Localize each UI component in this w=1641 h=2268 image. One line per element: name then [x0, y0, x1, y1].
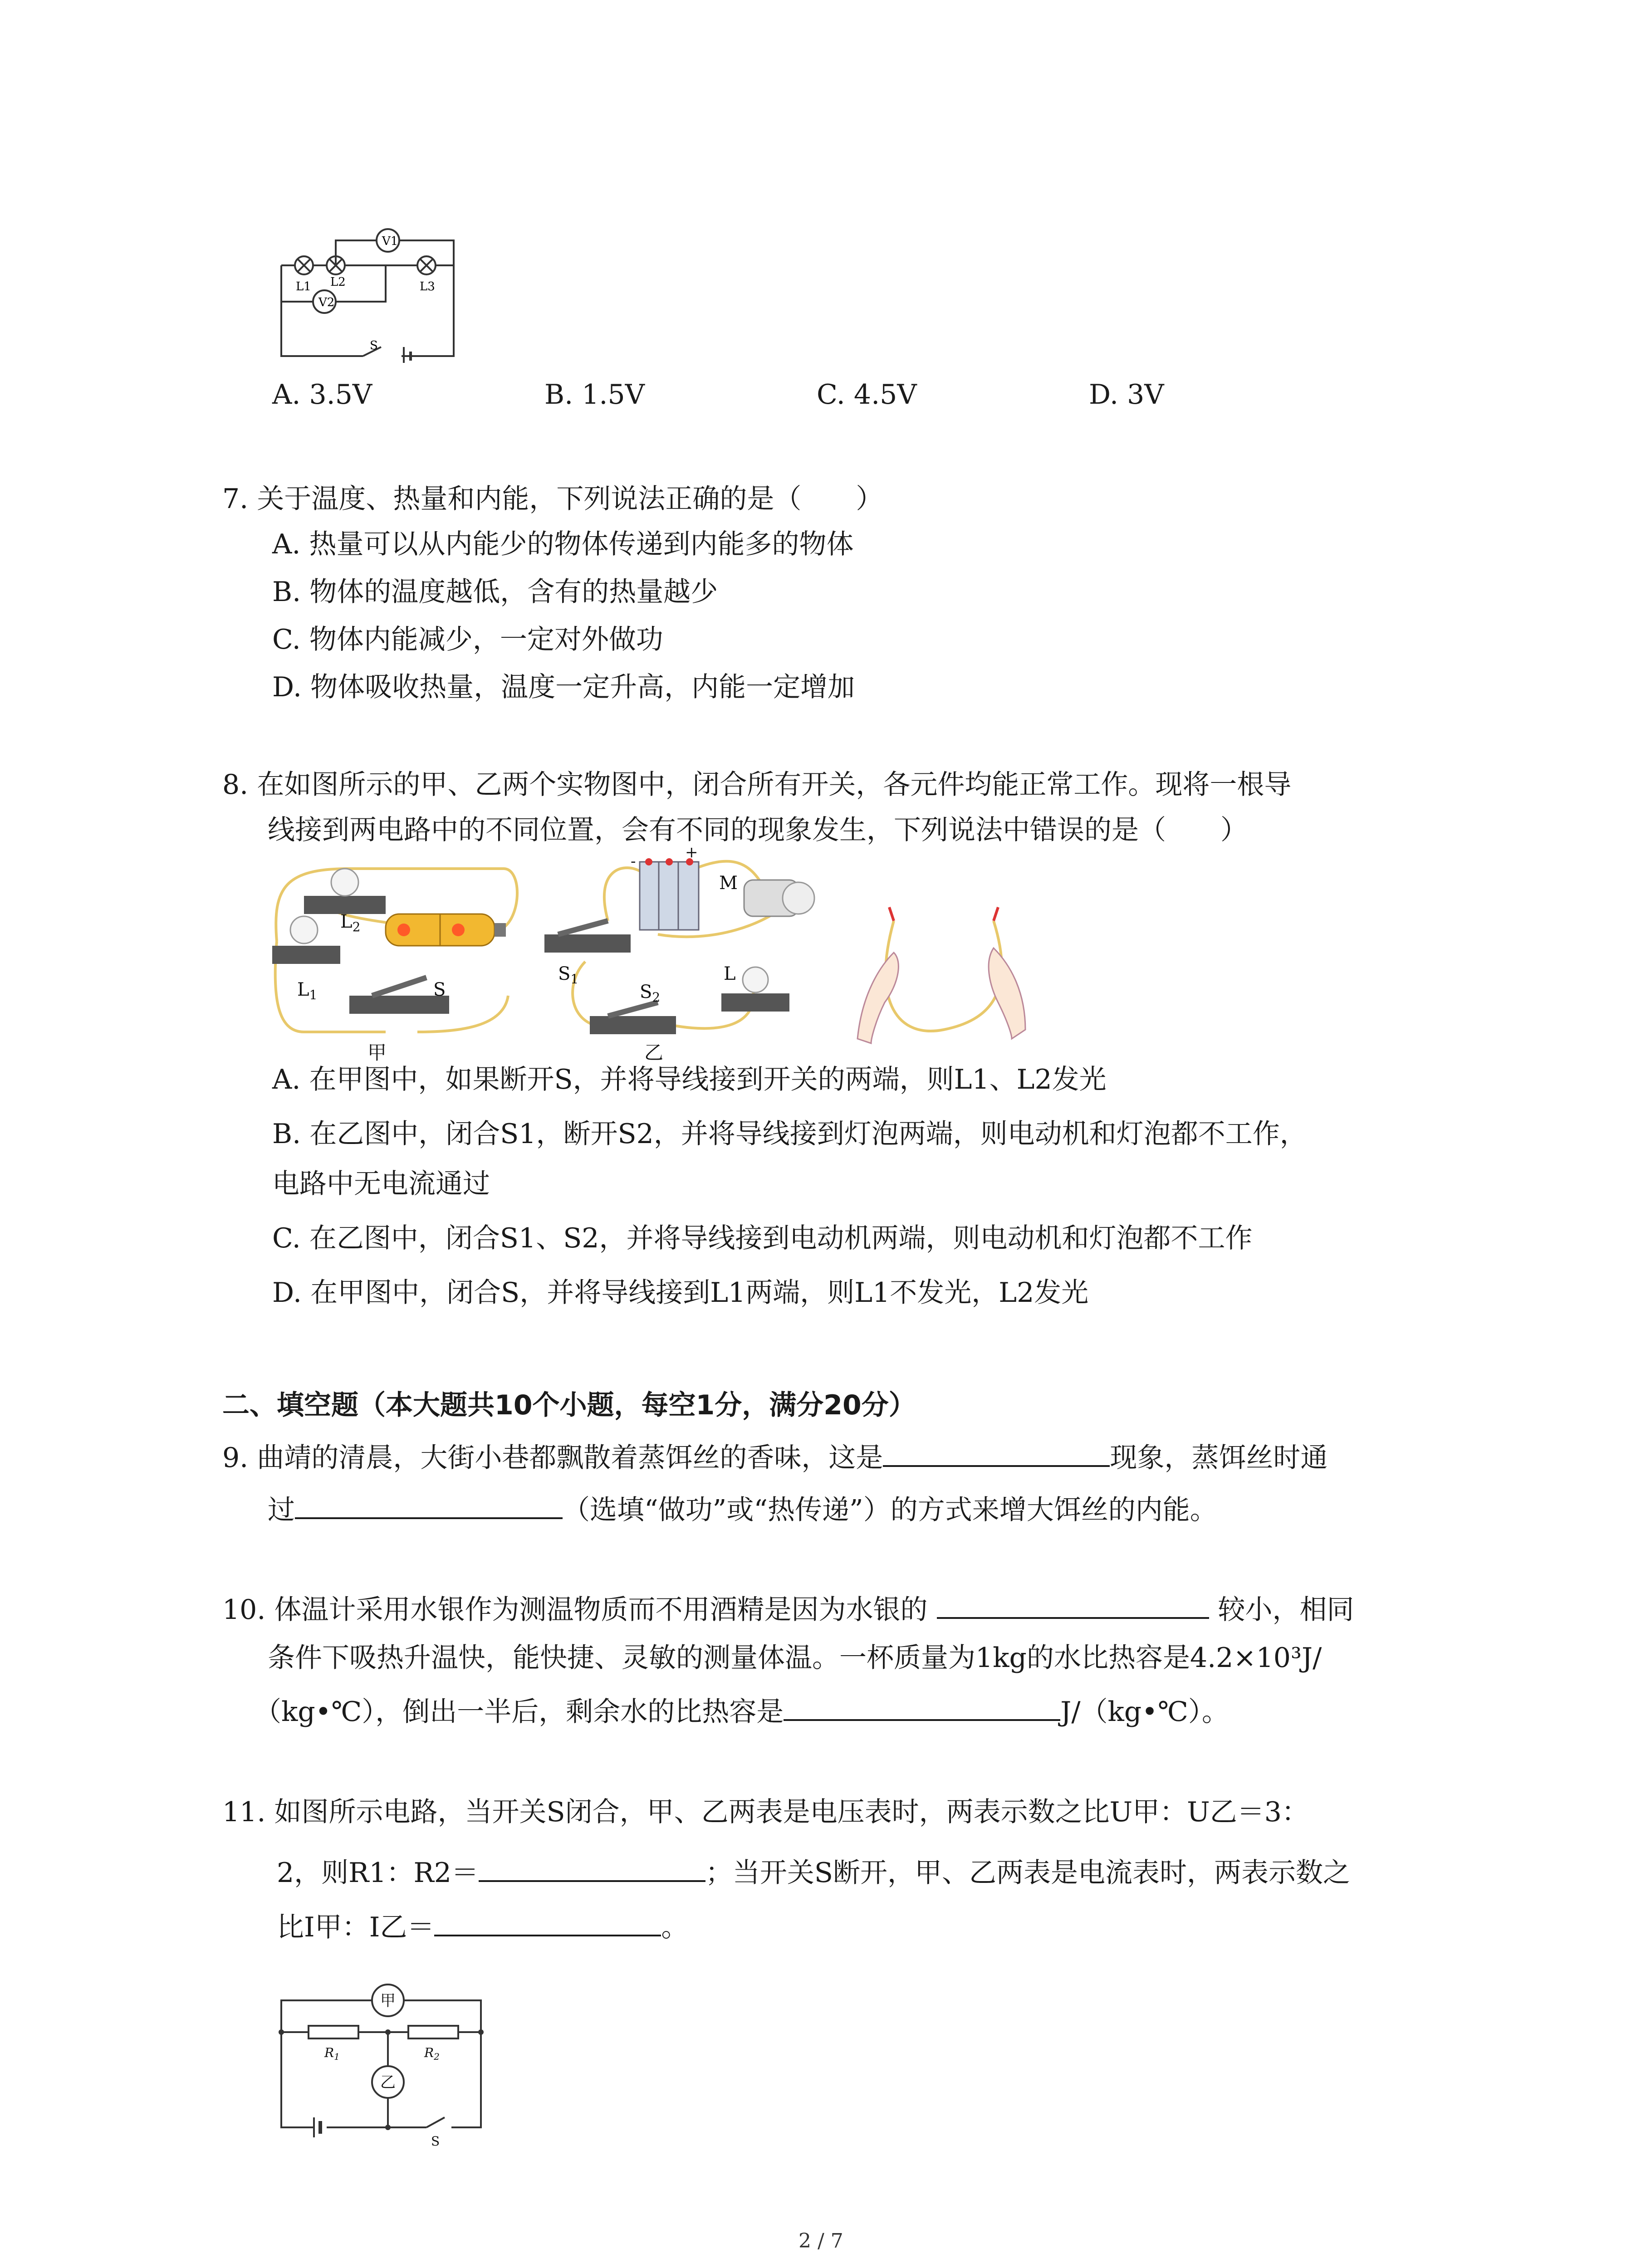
q8-option-a: A. 在甲图中，如果断开S，并将导线接到开关的两端，则L1、L2发光 [272, 1064, 1107, 1095]
q9-line1-text-b: 现象，蒸饵丝时通 [1110, 1442, 1328, 1474]
q11-line2 [277, 1853, 1350, 1891]
q11-blank-2[interactable] [434, 1907, 661, 1936]
q6-label-v2: V2 [318, 296, 335, 309]
q8-label-yi: 乙 [644, 1041, 664, 1064]
q11-line3 [277, 1907, 688, 1945]
q6-option-b: B. 1.5V [544, 379, 645, 411]
q8-figure-hands-wire [844, 903, 1043, 1048]
q8-label-l2: $L_2$ [340, 911, 361, 934]
q8-label-minus: - [631, 852, 636, 870]
q11-label-jia: 甲 [380, 1992, 396, 2010]
q11-circuit-figure [272, 1973, 490, 2155]
q9-blank-1[interactable] [883, 1438, 1110, 1467]
q7-option-c: C. 物体内能减少，一定对外做功 [272, 624, 663, 655]
q11-line2-text-a: 2，则R1：R2＝ [277, 1857, 479, 1889]
q8-stem-line1: 8. 在如图所示的甲、乙两个实物图中，闭合所有开关，各元件均能正常工作。现将一根导 [222, 769, 1292, 801]
q7-option-b: B. 物体的温度越低，含有的热量越少 [272, 576, 718, 608]
q8-option-b-cont: 电路中无电流通过 [272, 1168, 490, 1200]
q6-label-s: S [370, 339, 378, 352]
q8-label-jia: 甲 [367, 1041, 387, 1064]
q9-line1 [222, 1438, 1327, 1476]
q6-label-l1: L1 [296, 280, 311, 293]
q8-stem-line2: 线接到两电路中的不同位置，会有不同的现象发生，下列说法中错误的是（ ） [268, 814, 1248, 846]
q10-line1-text-a: 10. 体温计采用水银作为测温物质而不用酒精是因为水银的 [222, 1594, 928, 1626]
q8-option-c: C. 在乙图中，闭合S1、S2，并将导线接到电动机两端，则电动机和灯泡都不工作 [272, 1222, 1253, 1254]
q6-label-l2: L2 [330, 275, 346, 289]
q9-line2 [268, 1490, 1217, 1528]
q8-label-s1: $S_1$ [558, 963, 579, 987]
q6-label-l3: L3 [420, 280, 435, 293]
q11-line3-text-b: 。 [661, 1911, 689, 1943]
section-title: 二、填空题（本大题共10个小题，每空1分，满分20分） [222, 1389, 916, 1421]
q8-label-l1: $L_1$ [297, 979, 318, 1002]
q11-label-r2: $R_2$ [424, 2045, 440, 2062]
q6-option-d: D. 3V [1089, 379, 1164, 411]
q9-line1-text-a: 9. 曲靖的清晨，大街小巷都飘散着蒸饵丝的香味，这是 [222, 1442, 883, 1474]
q8-label-l: L [724, 963, 736, 984]
q8-label-s2: $S_2$ [640, 982, 661, 1005]
q11-line1: 11. 如图所示电路，当开关S闭合，甲、乙两表是电压表时，两表示数之比U甲：U乙＝3： [222, 1796, 1309, 1828]
q8-label-s: S [433, 979, 446, 1000]
q10-line1 [222, 1590, 1354, 1628]
q8-figure-jia [268, 860, 522, 1064]
q8-label-plus: + [685, 844, 698, 861]
q9-line2-text-a: 过 [268, 1494, 295, 1526]
q10-blank-2[interactable] [784, 1692, 1060, 1721]
q6-circuit-figure [268, 213, 467, 363]
q11-blank-1[interactable] [479, 1853, 705, 1882]
q8-figure-yi [540, 844, 821, 1066]
q6-option-c: C. 4.5V [817, 379, 917, 411]
q7-stem: 7. 关于温度、热量和内能，下列说法正确的是（ ） [222, 483, 883, 515]
q10-blank-1[interactable] [937, 1590, 1209, 1619]
q11-line2-text-b: ；当开关S断开，甲、乙两表是电流表时，两表示数之 [705, 1857, 1350, 1889]
q11-label-yi: 乙 [380, 2073, 396, 2092]
page-number: 2 / 7 [798, 2229, 843, 2253]
q10-line3-text-b: J/（kg•℃）。 [1060, 1696, 1229, 1728]
q10-line1-text-b: 较小，相同 [1218, 1594, 1354, 1626]
q11-label-s: S [431, 2134, 440, 2149]
q8-label-m: M [719, 873, 738, 894]
q10-line3 [254, 1692, 1229, 1730]
q8-option-b: B. 在乙图中，闭合S1，断开S2，并将导线接到灯泡两端，则电动机和灯泡都不工作， [272, 1118, 1307, 1150]
q11-line3-text-a: 比I甲：I乙＝ [277, 1911, 435, 1943]
q7-option-a: A. 热量可以从内能少的物体传递到内能多的物体 [272, 528, 854, 560]
q6-label-v1: V1 [382, 235, 398, 248]
q10-line2: 条件下吸热升温快，能快捷、灵敏的测量体温。一杯质量为1kg的水比热容是4.2×10³J/ [268, 1642, 1322, 1674]
q8-option-d: D. 在甲图中，闭合S，并将导线接到L1两端，则L1不发光，L2发光 [272, 1277, 1089, 1309]
q7-option-d: D. 物体吸收热量，温度一定升高，内能一定增加 [272, 671, 855, 703]
q9-line2-text-b: （选填“做功”或“热传递”）的方式来增大饵丝的内能。 [563, 1494, 1217, 1526]
q6-option-a: A. 3.5V [272, 379, 372, 411]
q10-line3-text-a: （kg•℃），倒出一半后，剩余水的比热容是 [254, 1696, 784, 1728]
q11-label-r1: $R_1$ [324, 2045, 340, 2062]
q9-blank-2[interactable] [295, 1490, 563, 1519]
